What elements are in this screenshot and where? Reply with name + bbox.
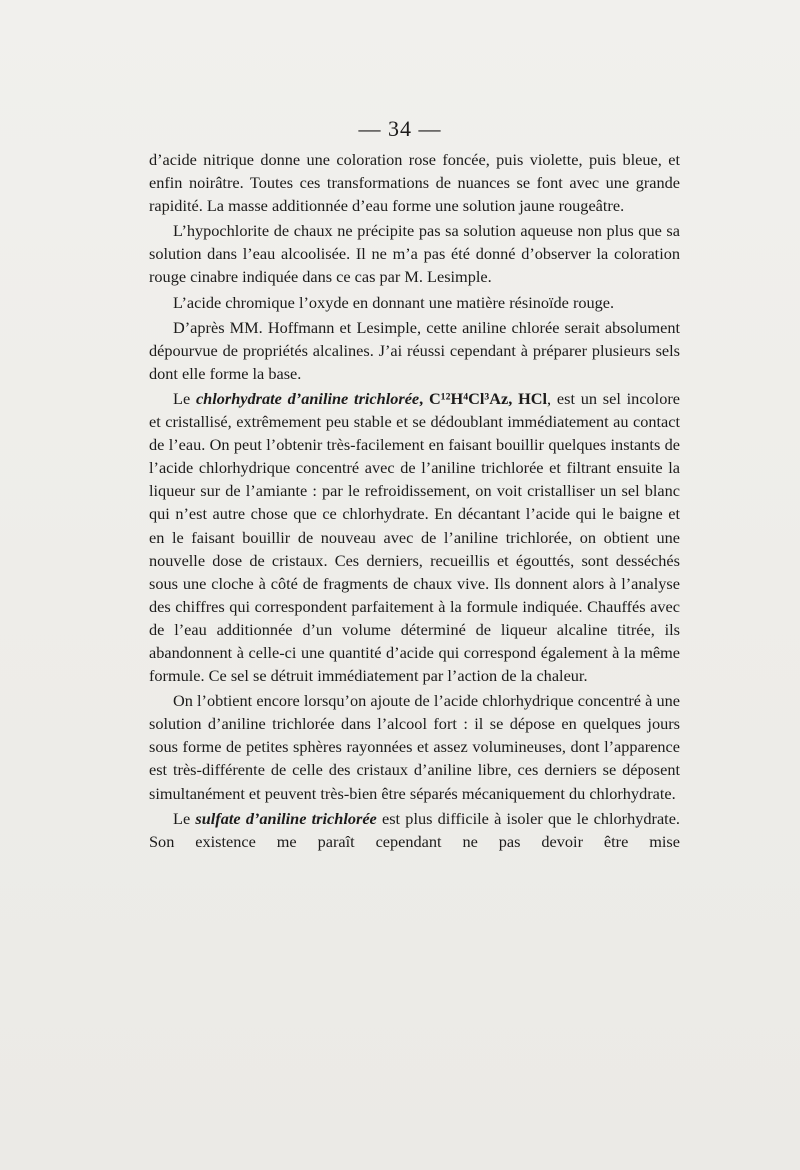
paragraph-6 bbox=[149, 689, 680, 804]
paragraph-4 bbox=[149, 316, 680, 385]
paragraph-text: L’acide chromique l’oxyde en donnant une matière résinoïde rouge. bbox=[173, 292, 615, 312]
paragraph-text: Le bbox=[173, 808, 196, 828]
paragraph-2 bbox=[149, 219, 680, 288]
paragraph-text: D’après MM. Hoffmann et Lesimple, cette aniline chlorée serait absolument dépourvue de propriétés alcalines. J’ai réussi cependant à préparer plusieurs sels dont elle forme la base. bbox=[149, 317, 680, 383]
paragraph-text: On l’obtient encore lorsqu’on ajoute de l’acide chlorhydrique concentré à une solution d’aniline trichlorée dans l’alcool fort : il se dépose en quelques jours sous forme de petites sphères rayonnées et assez volumineuses, dont l’apparence est très-différente de celle des cristaux d’aniline libre, ces derniers se déposent simultanément et peuvent très-bien être séparés mécaniquement du chlorhydrate. bbox=[149, 691, 680, 803]
italic-term-sulfate: sulfate d’aniline trichlorée bbox=[195, 808, 377, 828]
paragraph-3 bbox=[149, 291, 680, 314]
paragraph-7 bbox=[149, 807, 680, 853]
body-text bbox=[149, 148, 680, 855]
paragraph-1 bbox=[149, 148, 680, 217]
paragraph-text: L’hypochlorite de chaux ne précipite pas sa solution aqueuse non plus que sa solution dans l’eau alcoolisée. Il ne m’a pas été donné d’observer la coloration rouge cinabre indiquée dans ce cas par M. Lesimple. bbox=[149, 221, 680, 287]
paragraph-5 bbox=[149, 387, 680, 687]
chemical-formula: , C¹²H⁴Cl³Az, HCl bbox=[419, 388, 548, 408]
paragraph-text: Le bbox=[173, 388, 196, 408]
page-number: — 34 — bbox=[358, 116, 442, 141]
paragraph-text: , est un sel incolore et cristallisé, extrêmement peu stable et se dédoublant immédiatement au contact de l’eau. On peut l’obtenir très-facilement en faisant bouillir quelques instants de l’acide chlorhydrique concentré avec de l’aniline trichlorée et filtrant ensuite la liqueur sur de l’amiante : par le refroidissement, on voit cristalliser un sel blanc qui n’est autre chose que ce chlorhydrate. En décantant l’acide qui le baigne et en le faisant bouillir de nouveau avec de l’aniline trichlorée, on obtient une nouvelle dose de cristaux. Ces derniers, recueillis et égouttés, sont desséchés sous une cloche à côté de fragments de chaux vive. Ils donnent alors à l’analyse des chiffres qui correspondent parfaitement à la formule indiquée. Chauffés avec de l’eau additionnée d’un volume déterminé de liqueur alcaline titrée, ils abandonnent à celle-ci une quantité d’acide qui correspond également à la même formule. Ce sel se détruit immédiatement par l’action de la chaleur. bbox=[149, 388, 680, 686]
paragraph-text: d’acide nitrique donne une coloration rose foncée, puis violette, puis bleue, et enfin noirâtre. Toutes ces transformations de nuances se font avec une grande rapidité. La masse additionnée d’eau forme une solution jaune rougeâtre. bbox=[149, 150, 680, 216]
paragraph-text: est plus difficile à isoler que le chlorhydrate. Son existence me paraît cependant ne pas devoir être mise bbox=[149, 808, 680, 851]
italic-term-chlorhydrate: chlorhydrate d’aniline trichlorée bbox=[195, 388, 420, 408]
